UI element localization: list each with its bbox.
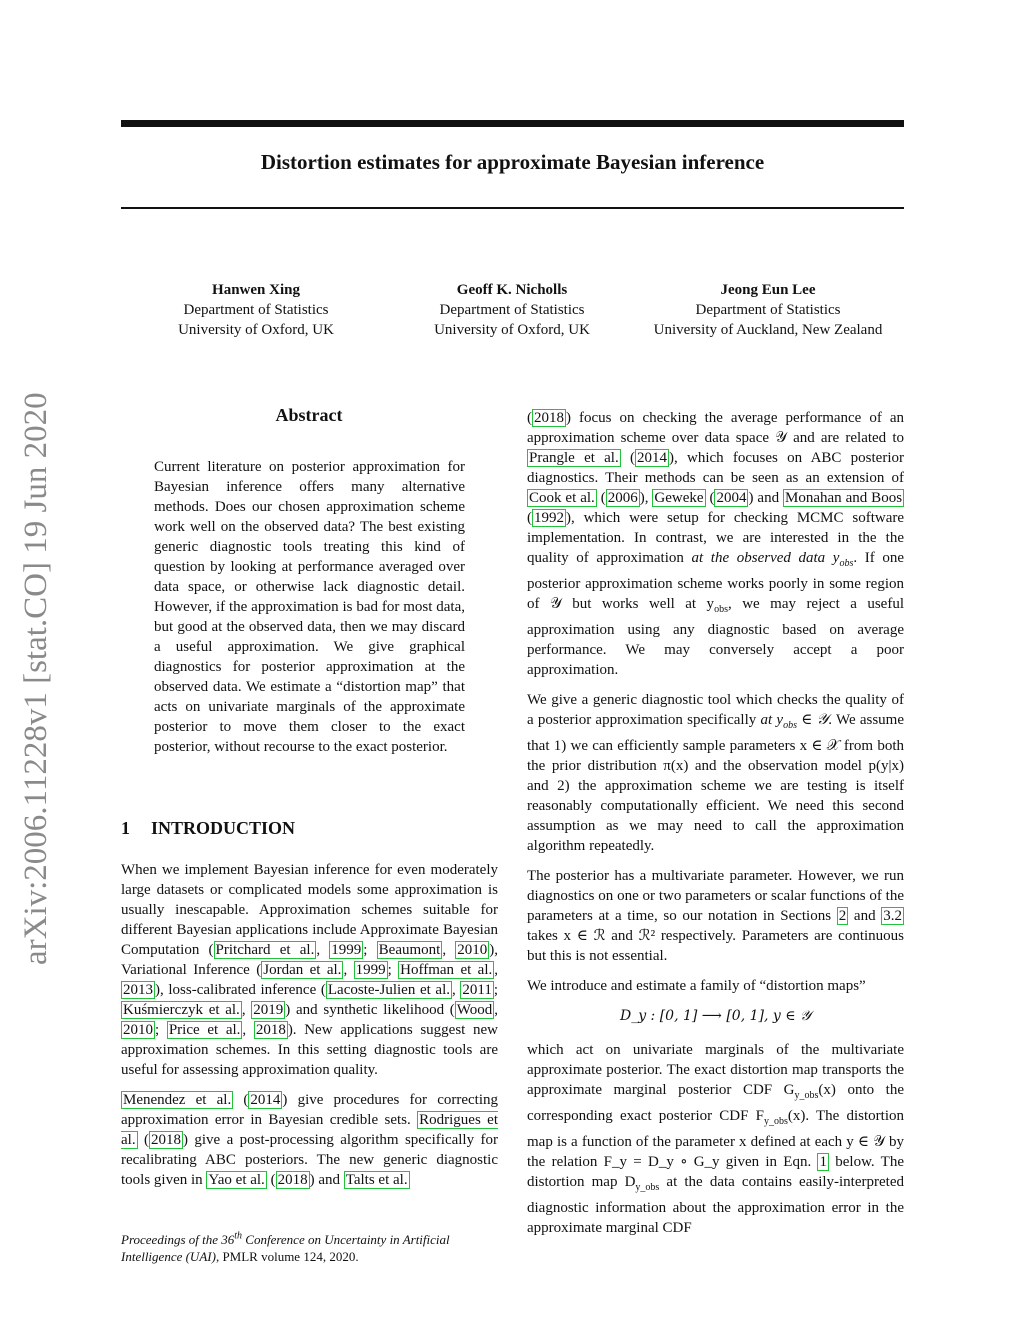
citation-link[interactable]: 2018: [534, 410, 564, 426]
citation-link[interactable]: Wood: [456, 1002, 493, 1018]
citation-link[interactable]: 2006: [607, 490, 638, 506]
citation-link[interactable]: Monahan and Boos: [785, 490, 903, 506]
left-column: [121, 860, 498, 1200]
author-inst: University of Oxford, UK: [434, 322, 590, 338]
paragraph: When we implement Bayesian inference for even moderately large datasets or complicated models some approximation is usually inescapable. Approximation schemes suitable for different Bayesian applications include Approximate Bayesian Computation ( Pritchard et al. , 1999 ; Beaumont , 2010 ), Variational Inference ( Jordan et al. , 1999 ; Hoffman et al. , 2013 ), loss-calibrated inference ( Lacoste-Julien et al. , 2011 ; Kuśmierczyk et al. , 2019 ) and synthetic likelihood ( Wood , 2010 ; Price et al. , 2018 ). New applications suggest new approximation schemes. In this setting diagnostic tools are useful for assessing approximation quality.: [121, 862, 499, 1078]
citation-link[interactable]: Hoffman et al.: [400, 962, 493, 978]
citation-link[interactable]: 1999: [355, 962, 386, 978]
author-inst: University of Auckland, New Zealand: [653, 322, 883, 338]
author-name: Hanwen Xing: [212, 282, 300, 298]
section-link[interactable]: 3.2: [883, 908, 902, 924]
section-number: 1: [121, 818, 130, 838]
section-title: INTRODUCTION: [151, 818, 296, 838]
citation-link[interactable]: Price et al.: [168, 1022, 241, 1038]
citation-link[interactable]: Kuśmierczyk et al.: [123, 1002, 240, 1018]
display-equation: D_y : [0, 1] ⟶ [0, 1], y ∈ 𝒴: [619, 1008, 812, 1024]
citation-link[interactable]: Geweke: [654, 490, 704, 506]
citation-link[interactable]: Menendez et al.: [123, 1092, 232, 1108]
equation-link[interactable]: 1: [819, 1154, 827, 1170]
paragraph: ( 2018 ) focus on checking the average performance of an approximation scheme over data space 𝒴 and are related to Prangle et al. ( 2014 ), which focuses on ABC posterior diagnostics. Their methods can be seen as an extension of Cook et al. ( 2006 ), Geweke ( 2004 ) and Monahan and Boos ( 1992 ), which were setup for checking MCMC software implementation. In contrast, we are interested in the the quality of approximation at the observed data $y_{obs}$. If one posterior approximation scheme works poorly in some region of 𝒴 but works well at $y_{obs}$, we may reject a useful approximation using any diagnostic based on average performance. We may conversely accept a poor approximation.: [527, 410, 904, 678]
abstract-heading: Abstract: [275, 405, 343, 425]
citation-link[interactable]: 2014: [636, 450, 667, 466]
citation-link[interactable]: Cook et al.: [529, 490, 595, 506]
citation-link[interactable]: 2018: [150, 1132, 181, 1148]
author-name: Jeong Eun Lee: [720, 282, 816, 298]
citation-link[interactable]: 1999: [331, 942, 362, 958]
citation-link[interactable]: 2014: [250, 1092, 281, 1108]
title-rule-top: [121, 120, 904, 127]
citation-link[interactable]: Pritchard et al.: [215, 942, 315, 958]
author-dept: Department of Statistics: [695, 302, 841, 318]
citation-link[interactable]: Jordan et al.: [263, 962, 342, 978]
citation-link[interactable]: Talts et al.: [345, 1172, 408, 1188]
author-name: Geoff K. Nicholls: [456, 282, 568, 298]
author-dept: Department of Statistics: [183, 302, 329, 318]
citation-link[interactable]: Lacoste-Julien et al.: [327, 982, 450, 998]
author-inst: University of Oxford, UK: [178, 322, 334, 338]
paper-title: Distortion estimates for approximate Bayesian inference: [260, 150, 765, 174]
citation-link[interactable]: Rodrigues et al.: [121, 1112, 498, 1148]
section-heading: [121, 818, 295, 839]
citation-link[interactable]: Prangle et al.: [529, 450, 619, 466]
paragraph: which act on univariate marginals of the multivariate approximate posterior. The exact distortion map transports the approximate marginal posterior CDF $G_{y\_obs}(x)$ onto the corresponding exact posterior CDF $F_{y\_obs}(x)$. The distortion map is a function of the parameter x defined at each y ∈ 𝒴 by the relation F_y = D_y ∘ G_y given in Eqn. 1 below. The distortion map $D_{y\_obs}$ at the data contains easily-interpreted diagnostic information about the approximation error in the approximate marginal CDF: [527, 1042, 905, 1236]
right-column: [527, 408, 904, 1248]
citation-link[interactable]: 2018: [255, 1022, 286, 1038]
citation-link[interactable]: 2018: [277, 1172, 308, 1188]
citation-link[interactable]: 2010: [123, 1022, 153, 1038]
author-block: [630, 280, 906, 340]
citation-link[interactable]: Beaumont: [378, 942, 441, 958]
proceedings-footnote: Proceedings of the 36th Conference on Uncertainty in Artificial Intelligence (UAI), PMLR volume 124, 2020.: [121, 1231, 450, 1265]
abstract-body: Current literature on posterior approximation for Bayesian inference offers many alternative methods. Does our chosen approximation scheme work well on the observed data? The best existing generic diagnostic tools treating this kind of question by looking at performance averaged over data space, or otherwise lack diagnostic detail. However, if the approximation is bad for most data, but good at the observed data, then we may discard a useful approximation. We give graphical diagnostics for posterior approximation at the observed data. We estimate a “distortion map” that acts on univariate marginals of the approximate posterior to move them closer to the exact posterior, without recourse to the exact posterior.: [154, 459, 465, 755]
citation-link[interactable]: Yao et al.: [208, 1172, 265, 1188]
title-rule-bottom: [121, 207, 904, 209]
paragraph: Menendez et al. ( 2014 ) give procedures for correcting approximation error in Bayesian credible sets. Rodrigues et al. ( 2018 ) give a post-processing algorithm specifically for recalibrating ABC posteriors. The new generic diagnostic tools given in Yao et al. ( 2018 ) and Talts et al.: [121, 1092, 498, 1188]
paragraph: We give a generic diagnostic tool which checks the quality of a posterior approximation specifically at $y_{obs}$ ∈ 𝒴. We assume that 1) we can efficiently sample parameters x ∈ 𝒳 from both the prior distribution π(x) and the observation model p(y|x) and 2) the approximation scheme we are testing is itself reasonably computationally efficient. We need this second assumption as we may need to call the approximation algorithm repeatedly.: [527, 692, 904, 854]
paragraph: The posterior has a multivariate parameter. However, we run diagnostics on one or two parameters or scalar functions of the parameters at a time, so our notation in Sections 2 and 3.2 takes x ∈ ℛ and ℛ² respectively. Parameters are continuous but this is not essential.: [527, 868, 904, 964]
citation-link[interactable]: 2019: [253, 1002, 284, 1018]
author-block: [396, 280, 628, 340]
citation-link[interactable]: 1992: [534, 510, 564, 526]
citation-link[interactable]: 2004: [716, 490, 747, 506]
citation-link[interactable]: 2010: [457, 942, 488, 958]
paragraph: We introduce and estimate a family of “distortion maps”: [527, 978, 866, 994]
author-block: [140, 280, 372, 340]
arxiv-stamp: arXiv:2006.11228v1 [stat.CO] 19 Jun 2020: [18, 392, 54, 965]
author-dept: Department of Statistics: [439, 302, 585, 318]
citation-link[interactable]: 2013: [123, 982, 153, 998]
citation-link[interactable]: 2011: [462, 982, 492, 998]
section-link[interactable]: 2: [838, 908, 847, 924]
